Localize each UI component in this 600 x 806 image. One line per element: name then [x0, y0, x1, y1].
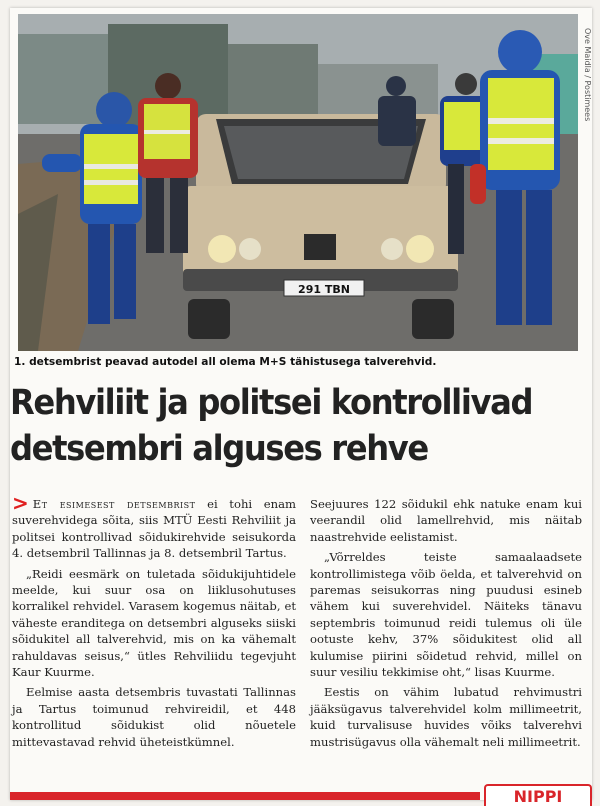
headline [10, 380, 542, 472]
article-paragraph: „Reidi eesmärk on tuletada sõidukijuhtidele meelde, kui suur osa on liiklusohutuses korralikel rehvidel. Varasem kogemus näitab, et väheste eranditega on detsembri alguseks siiski sõidukitel all talverehvid, mis on ka vähemalt rahuldavas seisus,“ ütles Rehviliidu tegevjuht Kaur Kuurme. [12, 566, 296, 680]
article-column-2 [310, 496, 582, 754]
photo-illustration [18, 14, 578, 351]
license-plate: 291 TBN [298, 283, 350, 296]
newspaper-page [10, 8, 592, 806]
article-paragraph: Seejuures 122 sõidukil ehk natuke enam kui veerandil olid lamellrehvid, mis näitab naastrehvide eelistamist. [310, 497, 582, 544]
footer-red-bar [10, 792, 480, 800]
red-arrow-icon: > [12, 491, 29, 515]
lead-caps: Et esimesest detsembrist [32, 497, 196, 511]
article-paragraph: Eestis on vähim lubatud rehvimustri jääksügavus talverehvidel kolm millimeetrit, kuid turvalisuse huvides võiks talverehvi mustrisügavus olla vähemalt neli millimeetrit. [310, 685, 582, 749]
photo-credit: Ove Maidla / Postimees [583, 28, 592, 122]
photo-caption: 1. detsembrist peavad autodel all olema M+S tähistusega talverehvid. [14, 356, 437, 368]
article-column-1 [12, 491, 296, 754]
article-lead [12, 491, 296, 562]
article-paragraph: „Võrreldes teiste samaalaadsete kontrollimistega võib öelda, et talverehvid on paremas seisukorras ning puudusi esineb vähem kui suverehvidel. Näiteks tänavu septembris toimunud reidi tulemus oli üle ootuste kehv, 37% sõidukitest olid all kulumise piirini sõidetud rehvid, millel on suur vesiliu tekkimise oht,“ lisas Kuurme. [310, 550, 582, 680]
news-photo [18, 14, 578, 351]
headline-line-2: detsembri alguses rehve [10, 429, 428, 469]
lead-text: ei tohi enam suverehvidega sõita, siis MTÜ Eesti Rehviliit ja politsei kontrollivad sõidukirehvide seisukorda 4. detsembril Tallinnas ja 8. detsembril Tartus. [12, 497, 296, 561]
nippi-tag: NIPPI [484, 784, 592, 806]
article-paragraph: Eelmise aasta detsembris tuvastati Tallinnas ja Tartus toimunud rehvireidil, et 448 kontrollitud sõidukist olid nõuetele mittevastavad rehvid üheteistkümnel. [12, 685, 296, 749]
headline-line-1: Rehviliit ja politsei kontrollivad [10, 383, 533, 423]
